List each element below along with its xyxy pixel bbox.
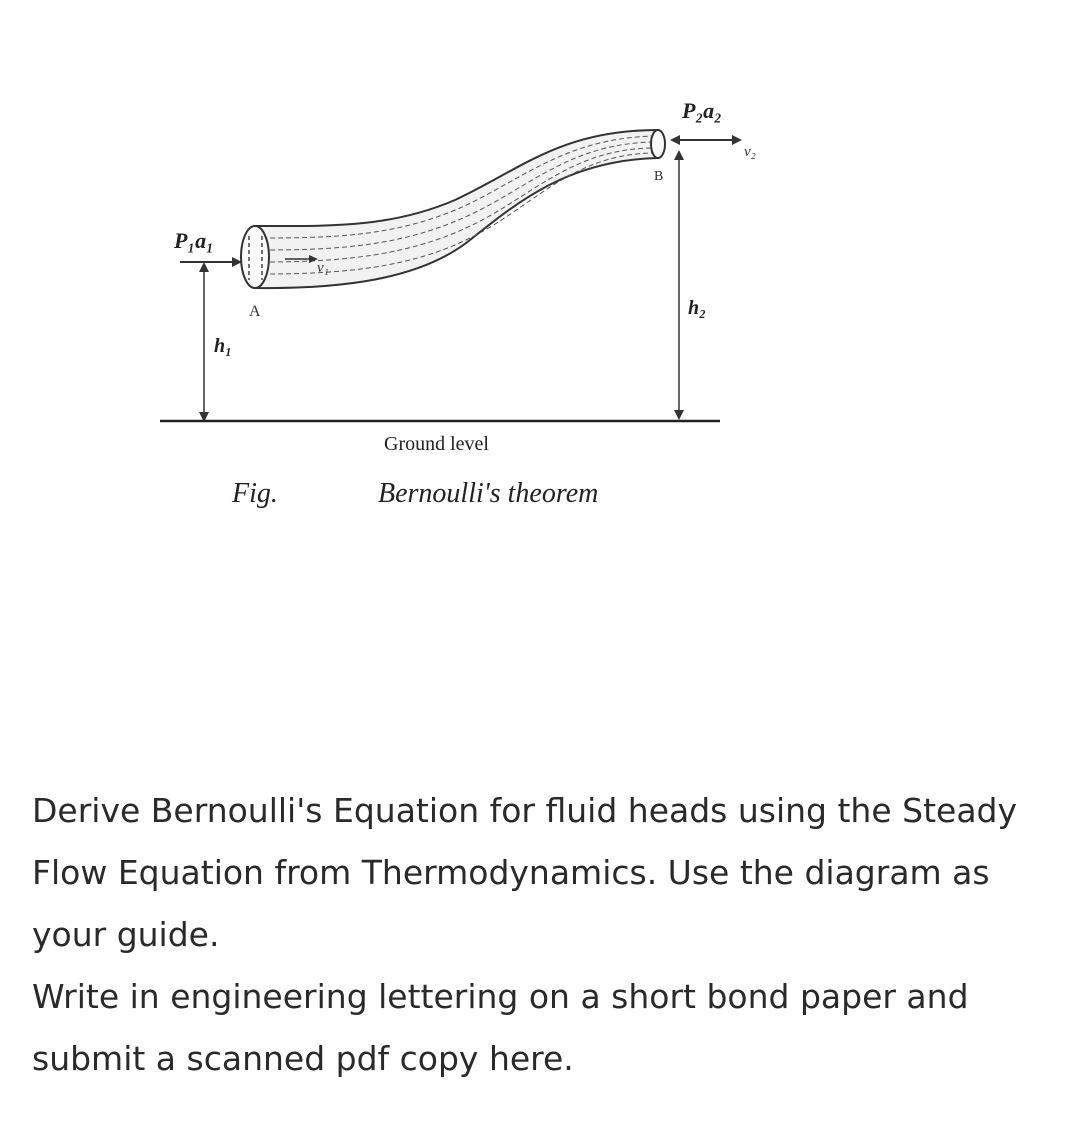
label-ground: Ground level bbox=[384, 433, 489, 455]
pipe-body bbox=[255, 130, 658, 288]
figure-caption-title: Bernoulli's theorem bbox=[378, 478, 599, 509]
bernoulli-figure bbox=[0, 0, 1066, 560]
label-point-b: B bbox=[654, 169, 664, 184]
question-paragraph-1: Derive Bernoulli's Equation for fluid heads using the Steady Flow Equation from Thermodynamics. Use the diagram as your guide. bbox=[32, 791, 1018, 954]
label-v1: v₁ bbox=[317, 260, 329, 276]
label-h2: h₂ bbox=[688, 297, 707, 319]
pipe-end-b bbox=[651, 130, 665, 158]
pipe-end-a bbox=[241, 226, 269, 288]
label-v2: v₂ bbox=[744, 144, 756, 160]
question-text bbox=[32, 780, 1032, 1090]
question-paragraph-2: Write in engineering lettering on a short bond paper and submit a scanned pdf copy here. bbox=[32, 977, 969, 1078]
label-h1: h₁ bbox=[214, 335, 233, 357]
label-p2a2: P₂a₂ bbox=[682, 98, 722, 123]
figure-caption-prefix: Fig. bbox=[232, 478, 278, 509]
label-point-a: A bbox=[249, 303, 261, 320]
label-p1a1: P₁a₁ bbox=[174, 228, 214, 253]
bernoulli-diagram bbox=[0, 0, 1066, 560]
